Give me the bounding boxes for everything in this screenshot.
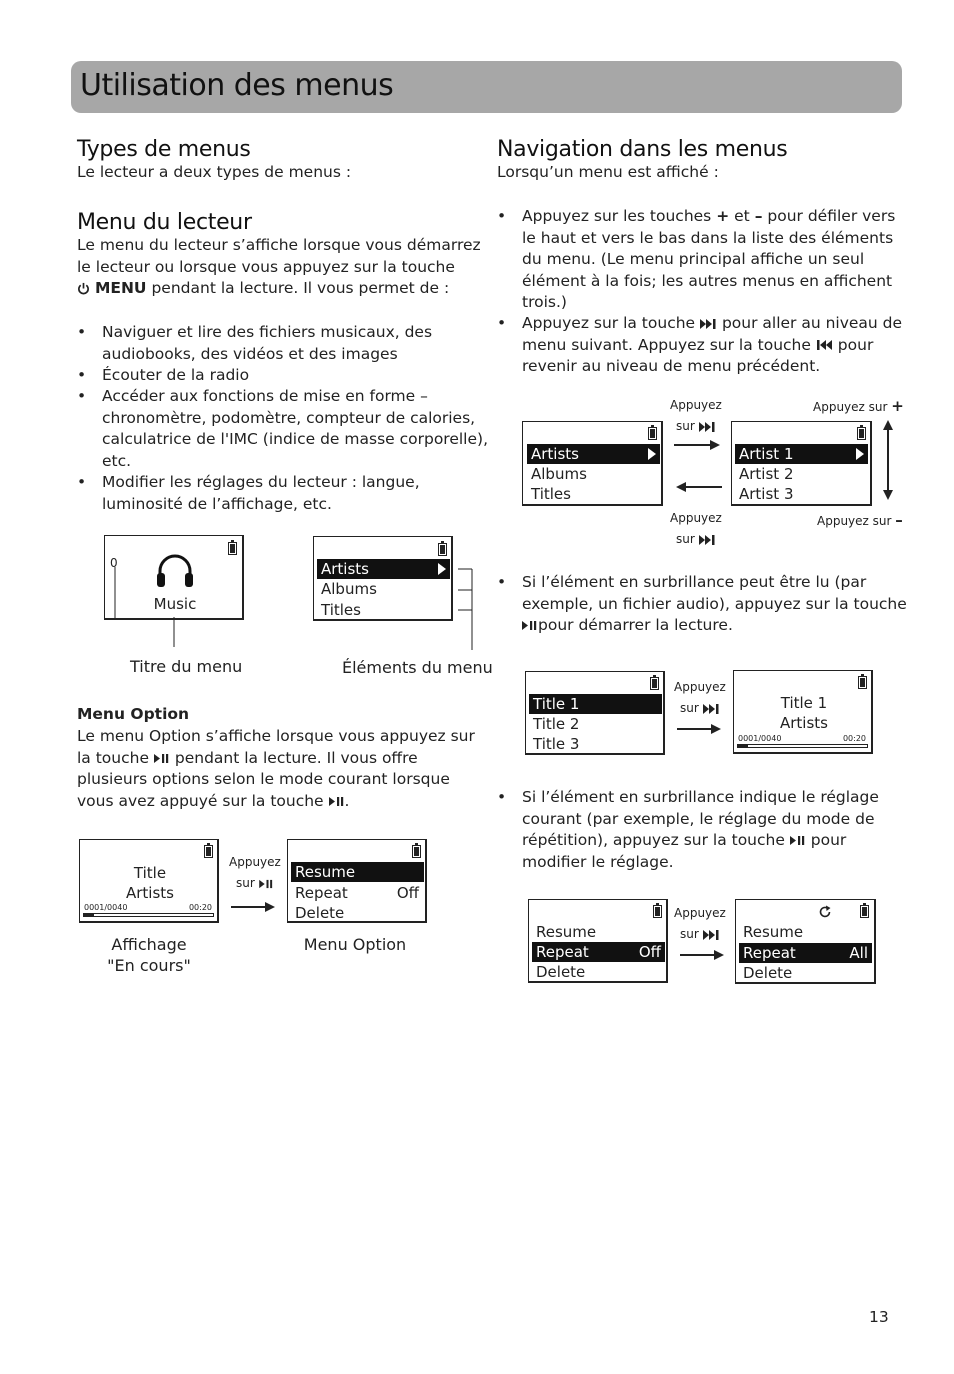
repeat-all-screen bbox=[735, 899, 876, 984]
option-text-line1: Le menu Option s’affiche lorsque vous appuyez sur bbox=[77, 727, 475, 745]
caption-menu-title: Titre du menu bbox=[130, 657, 243, 676]
now-playing-screen bbox=[79, 839, 219, 923]
setting-value: All bbox=[849, 944, 868, 962]
artists-menu-screen bbox=[522, 421, 663, 506]
caption-now-playing: Affichage "En cours" bbox=[107, 935, 191, 975]
play-pause-icon bbox=[259, 879, 274, 889]
caption-menu-items: Éléments du menu bbox=[342, 658, 493, 677]
option-text-line3: plusieurs options selon le mode courant lorsque bbox=[77, 770, 450, 788]
play-pause-icon bbox=[790, 835, 806, 846]
battery-icon bbox=[653, 905, 662, 918]
list-item: Resume bbox=[743, 923, 804, 941]
list-item: Delete bbox=[743, 964, 793, 982]
battery-icon bbox=[650, 677, 659, 690]
repeat-off-screen bbox=[528, 899, 668, 983]
press-minus-label: Appuyez sur – bbox=[817, 511, 903, 529]
option-text-line4: vous avez appuyé sur la touche . bbox=[77, 792, 350, 810]
arrow-right-icon bbox=[856, 448, 864, 460]
press-on-label: sur bbox=[236, 876, 274, 890]
progress-bar bbox=[737, 744, 868, 748]
list-item: Resume bbox=[536, 923, 597, 941]
battery-icon bbox=[857, 427, 866, 440]
arrow-right-icon bbox=[678, 948, 728, 962]
setting-value: Off bbox=[396, 884, 419, 902]
list-item: Delete bbox=[536, 963, 586, 981]
press-on-label: sur bbox=[676, 532, 716, 546]
previous-icon bbox=[699, 535, 716, 545]
menu-key-label: MENU bbox=[94, 279, 147, 297]
list-item: Artist 3 bbox=[739, 485, 794, 503]
battery-icon bbox=[858, 676, 867, 689]
press-on-label: sur bbox=[680, 927, 720, 941]
list-item: Title 1 bbox=[529, 694, 662, 714]
press-plus-label: Appuyez sur + bbox=[813, 397, 904, 415]
track-time: 00:20 bbox=[188, 903, 212, 912]
now-playing-screen bbox=[733, 670, 873, 754]
items-callout-lines bbox=[455, 560, 480, 655]
play-pause-icon bbox=[522, 620, 538, 631]
list-item: Title 3 bbox=[533, 735, 580, 753]
track-counter: 0001/0040 bbox=[738, 734, 782, 743]
progress-bar bbox=[83, 913, 214, 917]
arrow-right-icon bbox=[229, 900, 279, 914]
next-icon bbox=[700, 319, 717, 329]
arrow-left-icon bbox=[672, 480, 724, 494]
title-callout-lines bbox=[100, 555, 190, 650]
play-pause-icon bbox=[154, 753, 170, 764]
play-pause-icon bbox=[329, 796, 345, 807]
player-menu-text-line1: Le menu du lecteur s’affiche lorsque vous démarrez bbox=[77, 236, 481, 254]
nav-heading: Navigation dans les menus bbox=[497, 137, 788, 162]
press-label: Appuyez bbox=[674, 906, 726, 920]
list-item: Delete bbox=[295, 904, 345, 922]
list-item: Artists bbox=[527, 444, 660, 464]
list-item: Repeat Off bbox=[532, 942, 665, 962]
repeat-icon bbox=[818, 905, 832, 919]
list-item: Albums bbox=[531, 465, 587, 483]
list-item: Titles bbox=[321, 601, 361, 619]
list-item: Title 2 bbox=[533, 715, 580, 733]
press-on-label: sur bbox=[680, 701, 720, 715]
list-item: Repeat Off bbox=[295, 884, 419, 902]
menu-items-screen bbox=[313, 536, 453, 621]
cursor-marker: 0 bbox=[110, 556, 118, 570]
page-number: 13 bbox=[869, 1308, 889, 1326]
battery-icon bbox=[204, 845, 213, 858]
artist-list-screen bbox=[731, 421, 872, 506]
list-item: Resume bbox=[291, 862, 424, 882]
arrow-right-icon bbox=[675, 722, 725, 736]
types-heading: Types de menus bbox=[77, 137, 251, 162]
player-menu-text-line3: MENU pendant la lecture. Il vous permet de : bbox=[77, 278, 449, 300]
track-counter: 0001/0040 bbox=[84, 903, 128, 912]
player-menu-heading: Menu du lecteur bbox=[77, 210, 252, 235]
menu-option-heading: Menu Option bbox=[77, 705, 190, 723]
list-item: Titles bbox=[531, 485, 571, 503]
press-label: Appuyez bbox=[670, 398, 722, 412]
list-item: Repeat All bbox=[739, 943, 872, 963]
next-icon bbox=[703, 930, 720, 940]
previous-icon bbox=[816, 340, 833, 350]
music-label: Music bbox=[153, 595, 197, 613]
arrow-right-icon bbox=[672, 438, 724, 452]
arrow-right-icon bbox=[438, 563, 446, 575]
option-menu-screen bbox=[287, 839, 427, 923]
player-menu-text-line2: le lecteur ou lorsque vous appuyez sur la touche bbox=[77, 258, 455, 276]
track-artist: Artists bbox=[780, 714, 828, 732]
track-time: 00:20 bbox=[842, 734, 866, 743]
vertical-arrow-icon bbox=[880, 418, 896, 502]
next-icon bbox=[699, 422, 716, 432]
battery-icon bbox=[412, 845, 421, 858]
list-item: Artists bbox=[317, 559, 450, 579]
track-title: Title bbox=[133, 864, 167, 882]
press-label: Appuyez bbox=[670, 511, 722, 525]
caption-option-menu: Menu Option bbox=[303, 935, 407, 954]
battery-icon bbox=[228, 542, 237, 555]
titles-menu-screen bbox=[525, 671, 665, 755]
track-artist: Artists bbox=[126, 884, 174, 902]
list-item: Albums bbox=[321, 580, 377, 598]
option-text-line2: la touche pendant la lecture. Il vous offre bbox=[77, 749, 418, 767]
next-icon bbox=[703, 704, 720, 714]
page-title: Utilisation des menus bbox=[80, 68, 394, 103]
list-item: Artist 1 bbox=[735, 444, 868, 464]
battery-icon bbox=[648, 427, 657, 440]
arrow-right-icon bbox=[648, 448, 656, 460]
types-text: Le lecteur a deux types de menus : bbox=[77, 163, 352, 181]
press-label: Appuyez bbox=[674, 680, 726, 694]
list-item: Artist 2 bbox=[739, 465, 794, 483]
setting-value: Off bbox=[638, 943, 661, 961]
nav-text: Lorsqu’un menu est affiché : bbox=[497, 163, 719, 181]
track-title: Title 1 bbox=[780, 694, 828, 712]
battery-icon bbox=[438, 543, 447, 556]
press-on-label: sur bbox=[676, 419, 716, 433]
power-icon bbox=[77, 282, 90, 295]
battery-icon bbox=[860, 905, 869, 918]
press-label: Appuyez bbox=[229, 855, 281, 869]
